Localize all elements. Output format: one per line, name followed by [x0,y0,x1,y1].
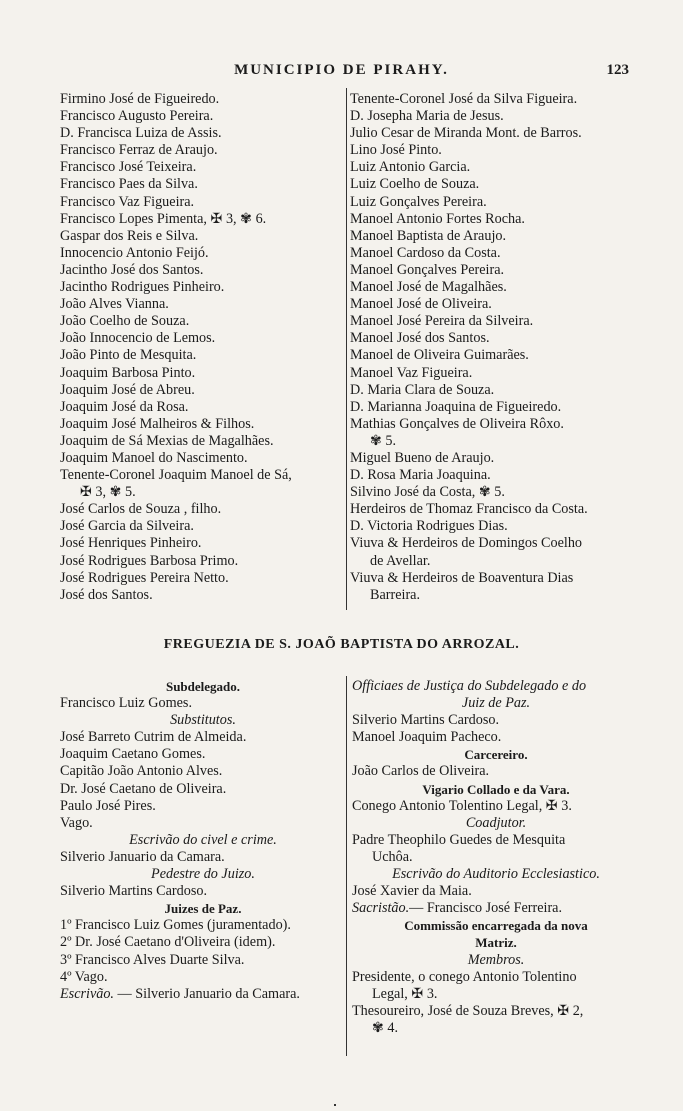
list-item: Manoel José de Oliveira. [350,296,492,313]
list-item: Herdeiros de Thomaz Francisco da Costa. [350,501,588,518]
list-item: José dos Santos. [60,586,153,603]
list-item: José Garcia da Silveira. [60,518,194,535]
coadjutor-name-cont: Uchôa. [372,848,413,865]
list-item: Presidente, o conego Antonio Tolentino [352,968,577,985]
escrivao-line [60,986,346,1003]
list-item: José Rodrigues Barbosa Primo. [60,552,239,569]
list-item: João Alves Vianna. [60,296,169,313]
list-item: Tenente-Coronel José da Silva Figueira. [350,91,578,107]
list-item: Manoel de Oliveira Guimarães. [350,347,529,364]
escrivao-auditorio-heading: Escrivão do Auditorio Ecclesiastico. [392,866,600,883]
list-item: Silvino José da Costa, ✾ 5. [350,484,505,501]
list-item: Luiz Gonçalves Pereira. [350,193,487,210]
list-item: Francisco Lopes Pimenta, ✠ 3, ✾ 6. [60,210,267,227]
list-item: Joaquim Caetano Gomes. [60,746,206,763]
list-item: D. Francisca Luiza de Assis. [60,125,222,142]
coadjutor-name: Padre Theophilo Guedes de Mesquita [352,831,566,848]
list-item: Manoel Baptista de Araujo. [350,227,507,244]
list-item: Silverio Martins Cardoso. [352,712,499,729]
escrivao-label: Escrivão. [60,985,114,1002]
list-item: Francisco Paes da Silva. [60,176,198,193]
commissao-heading: Commissão encarregada da nova [404,918,588,934]
list-item: Francisco Ferraz de Araujo. [60,142,218,159]
officiaes-heading-2: Juiz de Paz. [461,695,531,712]
carcereiro-name: João Carlos de Oliveira. [352,763,490,780]
list-item: Thesoureiro, José de Souza Breves, ✠ 2, [352,1002,584,1019]
list-item: José Barreto Cutrim de Almeida. [60,729,247,746]
list-item: João Pinto de Mesquita. [60,347,197,364]
escrivao-civel-name: Silverio Januario da Camara. [60,848,225,865]
vigario-heading: Vigario Collado e da Vara. [422,781,570,797]
list-item: Dr. José Caetano de Oliveira. [60,780,227,797]
list-item: Manoel José Pereira da Silveira. [350,313,534,330]
pedestre-name: Silverio Martins Cardoso. [60,883,207,900]
list-item: Francisco Augusto Pereira. [60,108,214,125]
sacristao-label: Sacristão. [352,900,410,917]
coadjutor-heading: Coadjutor. [465,814,527,831]
list-item: Luiz Antonio Garcia. [350,159,471,176]
list-item: Jacintho Rodrigues Pinheiro. [60,279,225,296]
list-item: João Coelho de Souza. [60,313,190,330]
list-item: D. Victoria Rodrigues Dias. [350,518,508,535]
list-item: D. Marianna Joaquina de Figueiredo. [350,398,562,415]
list-item: Vago. [60,814,93,831]
list-item: Joaquim de Sá Mexias de Magalhães. [60,432,274,449]
page-number: 123 [606,62,629,78]
running-title: MUNICIPIO DE PIRAHY. [234,62,449,78]
vigario-name: Conego Antonio Tolentino Legal, ✠ 3. [352,797,572,814]
sacristao-line [352,900,640,917]
list-item: Francisco Vaz Figueira. [60,193,195,210]
list-item: Miguel Bueno de Araujo. [350,449,495,466]
escrivao-name: — Silverio Januario da Camara. [117,985,300,1002]
name-list-left [60,91,346,604]
list-item: 1º Francisco Luiz Gomes (juramentado). [60,917,291,934]
name-list-right [350,91,640,604]
list-item: 4º Vago. [60,968,108,985]
list-item-continuation: de Avellar. [370,552,431,569]
freguezia-left-column [60,678,346,1003]
list-item: Mathias Gonçalves de Oliveira Rôxo. [350,415,564,432]
list-item: Joaquim José da Rosa. [60,398,189,415]
sacristao-name: — Francisco José Ferreira. [409,900,563,917]
list-item-continuation: ✾ 4. [372,1019,399,1036]
list-item: Jacintho José dos Santos. [60,261,204,278]
commissao-heading-2: Matriz. [475,935,517,951]
list-item: José Henriques Pinheiro. [60,535,202,552]
juizes-heading: Juizes de Paz. [164,901,242,917]
list-item: Luiz Coelho de Souza. [350,176,480,193]
list-item: D. Maria Clara de Souza. [350,381,495,398]
list-item: Joaquim Barbosa Pinto. [60,364,196,381]
list-item: José Rodrigues Pereira Netto. [60,569,229,586]
print-mark [334,1104,336,1106]
list-item: Julio Cesar de Miranda Mont. de Barros. [350,125,582,142]
list-item: 2º Dr. José Caetano d'Oliveira (idem). [60,934,276,951]
subdelegado-name: Francisco Luiz Gomes. [60,695,192,712]
escrivao-auditorio-name: José Xavier da Maia. [352,883,472,900]
list-item: Manoel Vaz Figueira. [350,364,473,381]
list-item: Viuva & Herdeiros de Domingos Coelho [350,535,583,552]
subdelegado-heading: Subdelegado. [165,679,241,694]
list-item: Capitão João Antonio Alves. [60,763,223,780]
list-item: 3º Francisco Alves Duarte Silva. [60,951,245,968]
list-item: José Carlos de Souza , filho. [60,501,222,518]
escrivao-civel-heading: Escrivão do civel e crime. [129,831,277,848]
list-item-continuation: ✾ 5. [370,432,397,449]
list-item-continuation: Barreira. [370,586,421,603]
freguezia-right-column [352,678,640,1037]
pedestre-heading: Pedestre do Juizo. [151,866,255,883]
list-item: João Innocencio de Lemos. [60,330,216,347]
membros-heading: Membros. [467,951,525,968]
list-item: Tenente-Coronel Joaquim Manoel de Sá, [60,467,292,484]
list-item: D. Rosa Maria Joaquina. [350,467,491,484]
list-item: Manoel José dos Santos. [350,330,490,347]
list-item: Firmino José de Figueiredo. [60,91,220,107]
officiaes-heading: Officiaes de Justiça do Subdelegado e do [352,678,587,694]
column-divider-bottom [346,676,347,1056]
list-item: D. Josepha Maria de Jesus. [350,108,504,125]
page-header [0,62,683,80]
list-item: Manoel Joaquim Pacheco. [352,729,502,746]
list-item: Viuva & Herdeiros de Boaventura Dias [350,569,574,586]
list-item: Joaquim Manoel do Nascimento. [60,449,248,466]
list-item: Gaspar dos Reis e Silva. [60,227,199,244]
list-item: Lino José Pinto. [350,142,442,159]
list-item: Innocencio Antonio Feijó. [60,244,209,261]
list-item-continuation: ✠ 3, ✾ 5. [80,484,136,501]
list-item: Manoel Gonçalves Pereira. [350,261,505,278]
carcereiro-heading: Carcereiro. [464,747,528,763]
list-item-continuation: Legal, ✠ 3. [372,985,438,1002]
list-item: Joaquim José Malheiros & Filhos. [60,415,255,432]
column-divider-top [346,88,347,610]
list-item: Paulo José Pires. [60,797,156,814]
section-heading: FREGUEZIA DE S. JOAÕ BAPTISTA DO ARROZAL. [163,637,520,652]
list-item: Francisco José Teixeira. [60,159,197,176]
list-item: Manoel Cardoso da Costa. [350,244,501,261]
list-item: Manoel Antonio Fortes Rocha. [350,210,525,227]
list-item: Manoel José de Magalhães. [350,279,507,296]
list-item: Joaquim José de Abreu. [60,381,195,398]
substitutos-heading: Substitutos. [170,712,236,729]
